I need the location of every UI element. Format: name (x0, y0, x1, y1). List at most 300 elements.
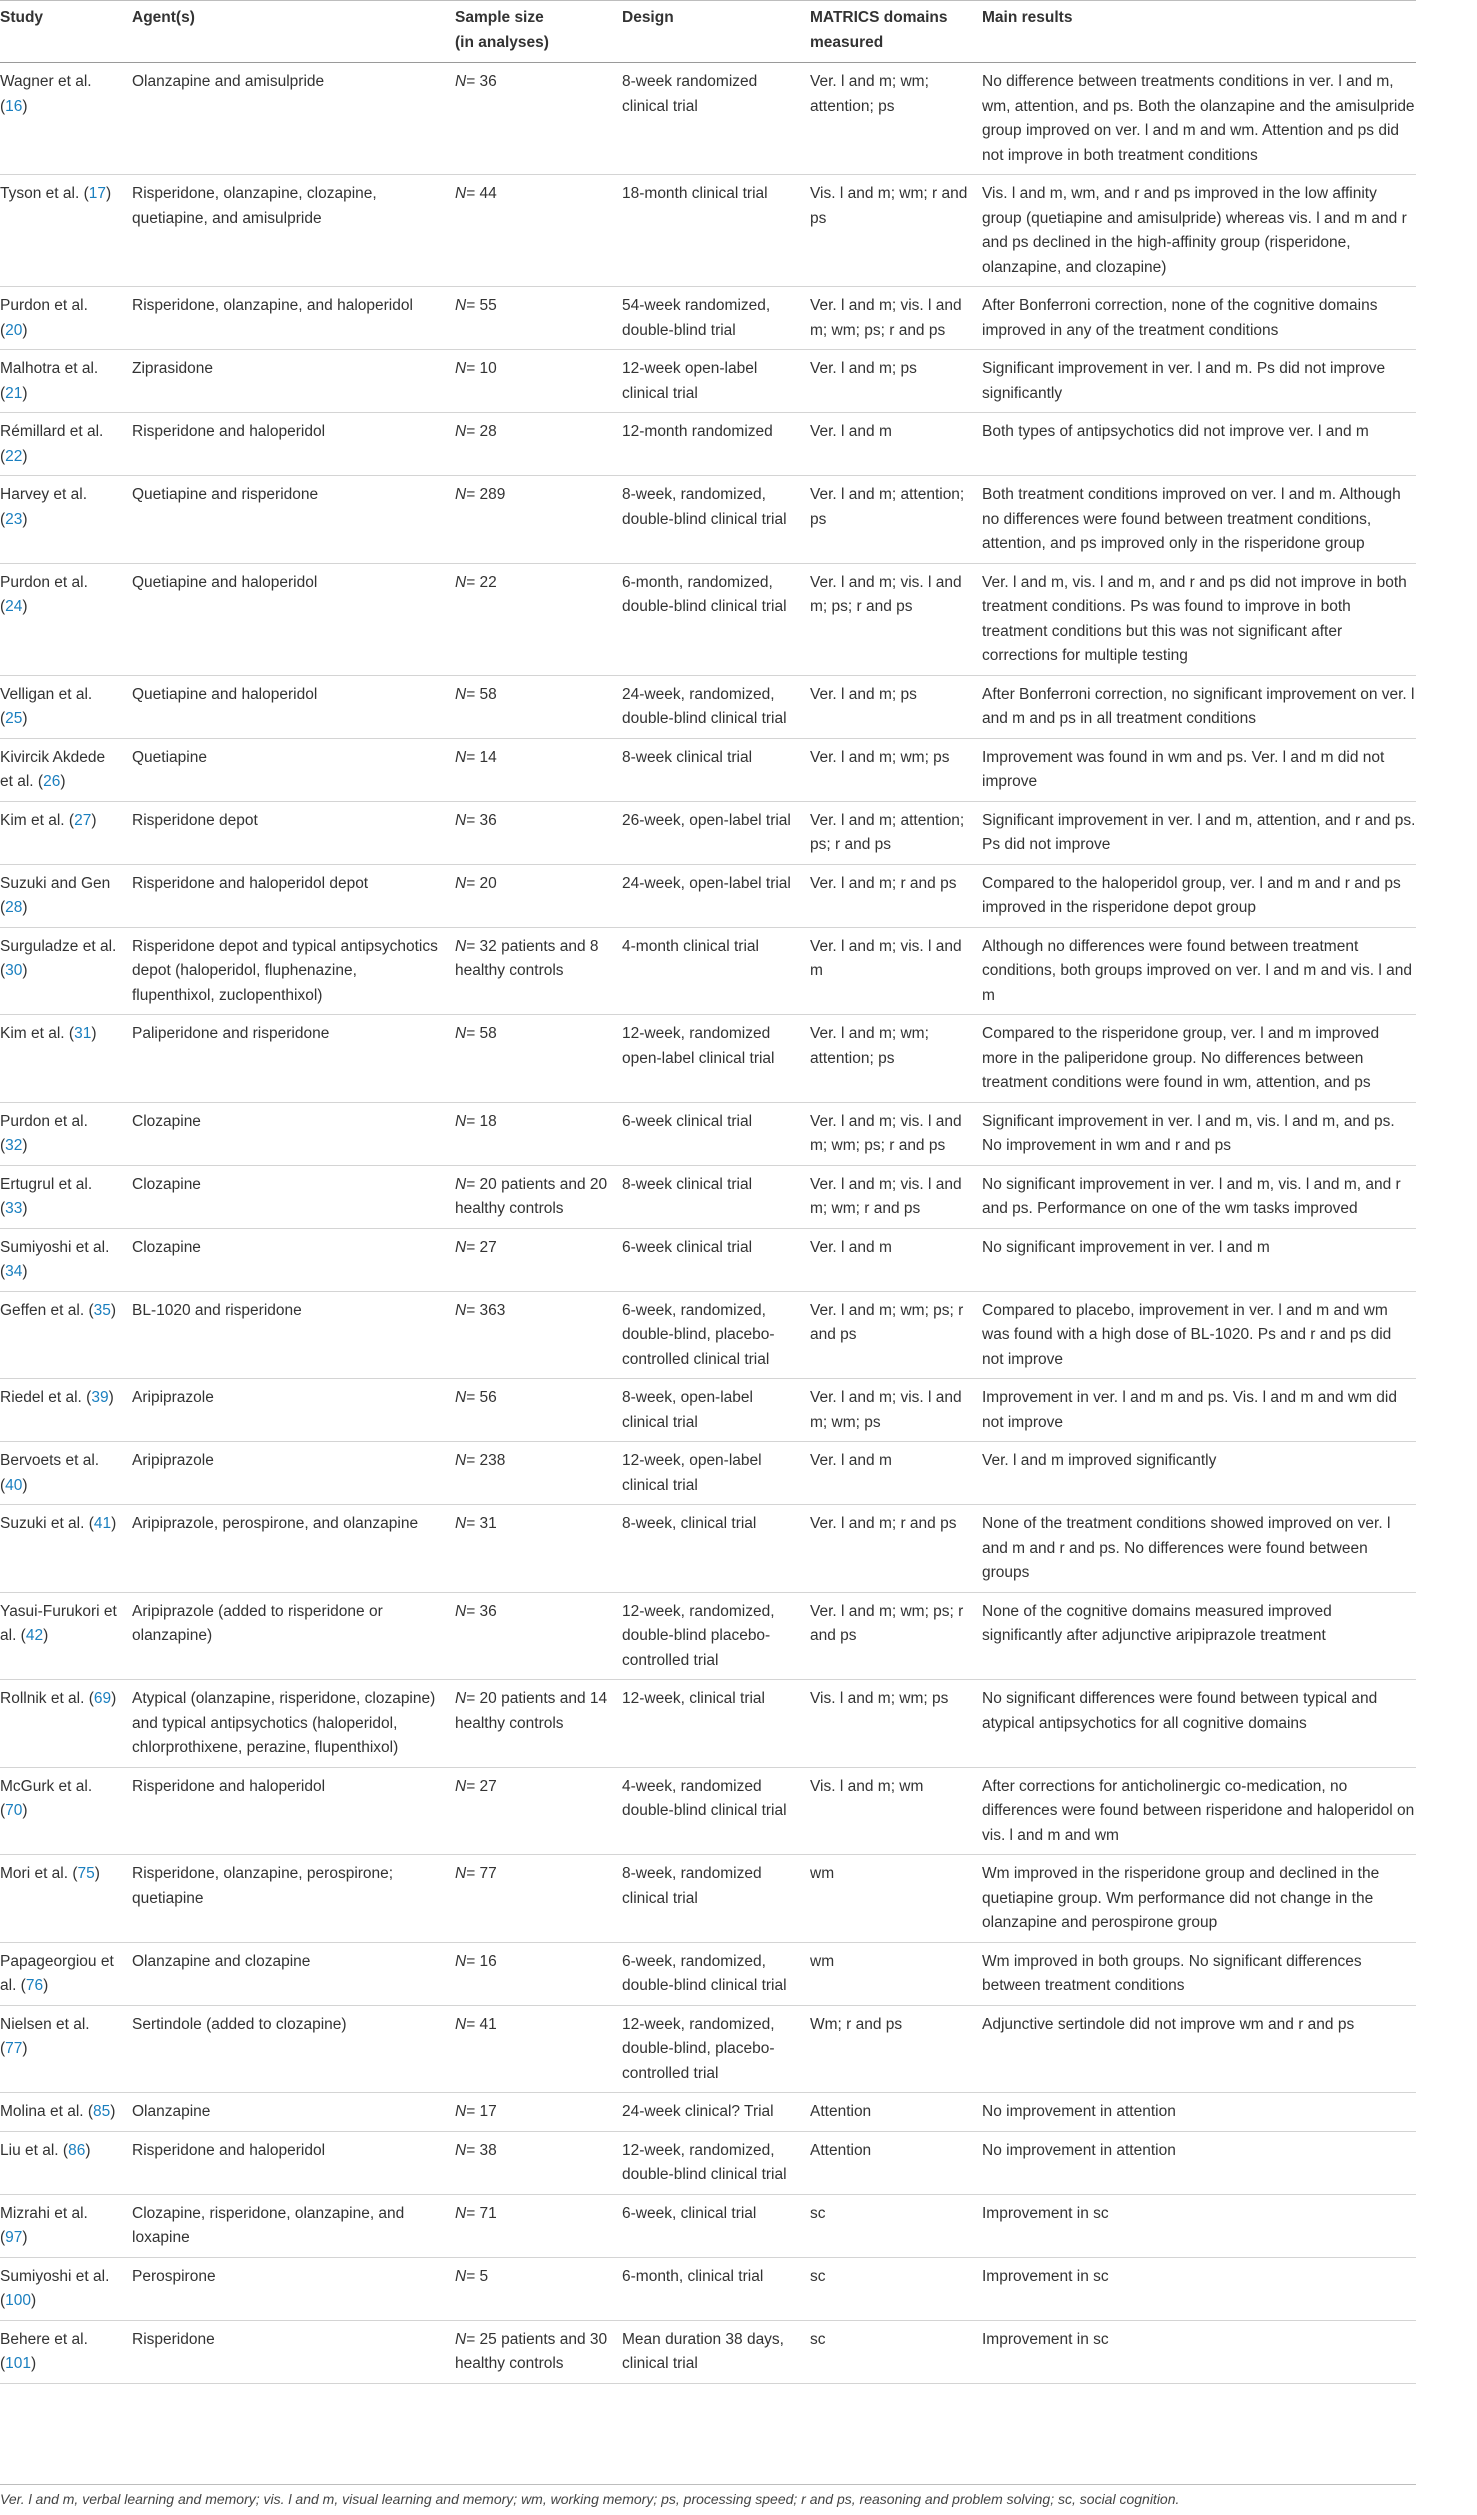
table-row (0, 287, 1416, 350)
sample-size-cell (455, 1102, 622, 1165)
design-cell: 8-week, open-label clinical trial (622, 1379, 810, 1442)
sample-size-value: = 31 (466, 1515, 497, 1532)
study-cell: Mizrahi et al. (97) (0, 2194, 132, 2257)
reference-link[interactable]: 100 (5, 2292, 32, 2309)
design-cell: 6-month, clinical trial (622, 2257, 810, 2320)
results-cell: None of the cognitive domains measured improved significantly after adjunctive aripiprazole treatment (982, 1592, 1416, 1680)
table-row (0, 2131, 1416, 2194)
reference-link[interactable]: 25 (5, 710, 23, 727)
reference-link[interactable]: 41 (93, 1515, 112, 1532)
reference-link[interactable]: 27 (74, 811, 92, 829)
sample-size-cell (455, 675, 622, 738)
agents-cell: Quetiapine and risperidone (132, 476, 455, 564)
study-name: Velligan et al. (0, 685, 93, 703)
design-cell: 8-week randomized clinical trial (622, 63, 810, 175)
design-cell: Mean duration 38 days, clinical trial (622, 2320, 810, 2383)
domains-cell: Ver. l and m; wm; attention; ps (810, 63, 982, 175)
design-cell: 24-week, open-label trial (622, 864, 810, 927)
sample-size-symbol: N (455, 874, 467, 892)
results-cell: Both types of antipsychotics did not improve ver. l and m (982, 413, 1416, 476)
domains-cell: Ver. l and m (810, 1228, 982, 1291)
study-cell: Geffen et al. (35) (0, 1291, 132, 1379)
table-row (0, 2257, 1416, 2320)
study-name: Harvey et al. (0, 486, 88, 503)
study-name: Kim et al. (0, 811, 65, 829)
domains-cell: Ver. l and m; wm; ps; r and ps (810, 1291, 982, 1379)
reference-link[interactable]: 28 (5, 899, 23, 916)
results-cell: Ver. l and m improved significantly (982, 1442, 1416, 1505)
domains-cell: Ver. l and m; vis. l and m; ps; r and ps (810, 563, 982, 675)
study-cell: Sumiyoshi et al. (100) (0, 2257, 132, 2320)
table-row (0, 1767, 1416, 1855)
sample-size-cell (455, 1505, 622, 1593)
reference-link[interactable]: 26 (43, 773, 61, 790)
study-name: Molina et al. (0, 2103, 84, 2120)
sample-size-value: = 44 (466, 185, 497, 202)
domains-cell: Ver. l and m; attention; ps; r and ps (810, 801, 982, 864)
study-cell: Ertugrul et al. (33) (0, 1165, 132, 1228)
study-name: Tyson et al. (0, 185, 80, 202)
domains-cell: Ver. l and m; wm; attention; ps (810, 1015, 982, 1103)
results-cell: Vis. l and m, wm, and r and ps improved in the low affinity group (quetiapine and amisulpride) whereas vis. l and m and r and ps declined in the high-affinity group (risperidone, olanzapine, and clozapine) (982, 175, 1416, 287)
study-name: McGurk et al. (0, 1777, 93, 1795)
reference-link[interactable]: 17 (88, 185, 106, 202)
study-cell: Sumiyoshi et al. (34) (0, 1228, 132, 1291)
sample-size-value: = 14 (466, 748, 497, 766)
table-row (0, 1680, 1416, 1768)
table-row (0, 927, 1416, 1015)
agents-cell: Clozapine, risperidone, olanzapine, and loxapine (132, 2194, 455, 2257)
results-cell: Improvement was found in wm and ps. Ver. l and m did not improve (982, 738, 1416, 801)
table-row (0, 675, 1416, 738)
header-sample-size-line1: Sample size (455, 9, 544, 26)
results-cell: Improvement in ver. l and m and ps. Vis. l and m and wm did not improve (982, 1379, 1416, 1442)
agents-cell: Clozapine (132, 1228, 455, 1291)
sample-size-symbol: N (455, 2103, 467, 2120)
domains-cell: sc (810, 2257, 982, 2320)
results-cell: Both treatment conditions improved on ver. l and m. Although no differences were found between treatment conditions, attention, and ps improved only in the risperidone group (982, 476, 1416, 564)
results-cell: Although no differences were found between treatment conditions, both groups improved on ver. l and m and vis. l and m (982, 927, 1416, 1015)
sample-size-value: = 77 (466, 1865, 497, 1882)
domains-cell: Vis. l and m; wm; r and ps (810, 175, 982, 287)
sample-size-symbol: N (455, 1865, 467, 1882)
domains-cell: Ver. l and m; vis. l and m; wm; ps; r and ps (810, 287, 982, 350)
domains-cell: Ver. l and m; r and ps (810, 864, 982, 927)
sample-size-cell (455, 1015, 622, 1103)
sample-size-cell (455, 1592, 622, 1680)
study-name: Suzuki and Gen (0, 874, 111, 892)
study-name: Liu et al. (0, 2141, 59, 2159)
domains-cell: Attention (810, 2131, 982, 2194)
reference-link[interactable]: 76 (25, 1977, 44, 1994)
reference-link[interactable]: 31 (74, 1025, 92, 1042)
study-cell: Rémillard et al. (22) (0, 413, 132, 476)
study-name: Bervoets et al. (0, 1452, 100, 1469)
sample-size-cell (455, 1680, 622, 1768)
results-cell: No difference between treatments conditions in ver. l and m, wm, attention, and ps. Both the olanzapine and the amisulpride group improved on ver. l and m and wm. Attention and ps did not improve in both treatment conditions (982, 63, 1416, 175)
study-name: Riedel et al. (0, 1389, 82, 1406)
study-name: Kim et al. (0, 1025, 65, 1042)
sample-size-value: = 71 (466, 2204, 497, 2222)
reference-link[interactable]: 39 (91, 1389, 109, 1406)
sample-size-value: = 20 (466, 874, 497, 892)
sample-size-value: = 27 (466, 1238, 497, 1256)
study-name: Kivircik Akdede et al. (0, 748, 106, 790)
results-cell: Ver. l and m, vis. l and m, and r and ps did not improve in both treatment conditions. Ps was found to improve in both treatment conditions but this was not significant after corrections for multiple testing (982, 563, 1416, 675)
table-row (0, 1379, 1416, 1442)
sample-size-symbol: N (455, 1777, 467, 1795)
sample-size-cell (455, 1228, 622, 1291)
results-cell: Compared to the risperidone group, ver. l and m improved more in the paliperidone group. No differences between treatment conditions were found in wm, attention, and ps (982, 1015, 1416, 1103)
sample-size-cell (455, 2093, 622, 2132)
results-cell: No significant improvement in ver. l and m (982, 1228, 1416, 1291)
agents-cell: Quetiapine and haloperidol (132, 675, 455, 738)
table-row (0, 2320, 1416, 2383)
sample-size-cell (455, 1855, 622, 1943)
agents-cell: Clozapine (132, 1102, 455, 1165)
sample-size-cell (455, 864, 622, 927)
agents-cell: Risperidone, olanzapine, and haloperidol (132, 287, 455, 350)
reference-link[interactable]: 20 (5, 321, 23, 339)
results-cell: Compared to the haloperidol group, ver. l and m and r and ps improved in the risperidone depot group (982, 864, 1416, 927)
sample-size-value: = 363 (466, 1301, 506, 1319)
agents-cell: Risperidone (132, 2320, 455, 2383)
sample-size-cell (455, 413, 622, 476)
domains-cell: Ver. l and m; vis. l and m; wm; ps; r and ps (810, 1102, 982, 1165)
domains-cell: Wm; r and ps (810, 2005, 982, 2093)
sample-size-cell (455, 350, 622, 413)
results-cell: Compared to placebo, improvement in ver. l and m and wm was found with a high dose of BL-1020. Ps and r and ps did not improve (982, 1291, 1416, 1379)
results-cell: Wm improved in the risperidone group and declined in the quetiapine group. Wm performance did not change in the olanzapine and perospirone group (982, 1855, 1416, 1943)
design-cell: 12-week, randomized, double-blind clinical trial (622, 2131, 810, 2194)
sample-size-value: = 16 (466, 1952, 497, 1970)
header-results: Main results (982, 1, 1416, 63)
study-name: Sumiyoshi et al. (0, 1238, 110, 1256)
study-name: Surguladze et al. (0, 937, 117, 955)
results-cell: Significant improvement in ver. l and m, vis. l and m, and ps. No improvement in wm and r and ps (982, 1102, 1416, 1165)
domains-cell: Ver. l and m; ps (810, 350, 982, 413)
table-footnote: Ver. l and m, verbal learning and memory; vis. l and m, visual learning and memory; wm, working memory; ps, processing speed; r and ps, reasoning and problem solving; sc, social cognition. (0, 2484, 1416, 2509)
sample-size-symbol: N (455, 2267, 467, 2285)
results-cell: No improvement in attention (982, 2093, 1416, 2132)
header-domains-line2: measured (810, 33, 884, 51)
design-cell: 12-week open-label clinical trial (622, 350, 810, 413)
design-cell: 4-month clinical trial (622, 927, 810, 1015)
agents-cell: Olanzapine and clozapine (132, 1942, 455, 2005)
study-name: Purdon et al. (0, 573, 88, 591)
design-cell: 6-week clinical trial (622, 1102, 810, 1165)
sample-size-value: = 32 patients and 8 healthy controls (455, 937, 599, 979)
header-domains-line1: MATRICS domains (810, 9, 948, 26)
study-name: Ertugrul et al. (0, 1175, 93, 1193)
domains-cell: sc (810, 2320, 982, 2383)
reference-link[interactable]: 97 (5, 2229, 23, 2246)
results-cell: After Bonferroni correction, no significant improvement on ver. l and m and ps in all treatment conditions (982, 675, 1416, 738)
sample-size-value: = 36 (466, 73, 497, 90)
sample-size-symbol: N (455, 423, 467, 440)
reference-link[interactable]: 22 (5, 447, 23, 465)
agents-cell: Risperidone and haloperidol (132, 1767, 455, 1855)
design-cell: 8-week, clinical trial (622, 1505, 810, 1593)
domains-cell: Vis. l and m; wm (810, 1767, 982, 1855)
reference-link[interactable]: 32 (5, 1137, 23, 1154)
sample-size-value: = 5 (466, 2267, 489, 2285)
design-cell: 24-week clinical? Trial (622, 2093, 810, 2132)
table-row (0, 1102, 1416, 1165)
table-row (0, 563, 1416, 675)
reference-link[interactable]: 21 (5, 384, 23, 402)
table-row (0, 476, 1416, 564)
agents-cell: Risperidone depot and typical antipsychotics depot (haloperidol, fluphenazine, flupenthixol, zuclopenthixol) (132, 927, 455, 1015)
domains-cell: Attention (810, 2093, 982, 2132)
design-cell: 18-month clinical trial (622, 175, 810, 287)
sample-size-symbol: N (455, 2141, 467, 2159)
agents-cell: Aripiprazole, perospirone, and olanzapine (132, 1505, 455, 1593)
sample-size-symbol: N (455, 1602, 467, 1620)
sample-size-cell (455, 1442, 622, 1505)
sample-size-value: = 36 (466, 811, 497, 829)
reference-link[interactable]: 34 (5, 1263, 23, 1280)
domains-cell: Ver. l and m; wm; ps; r and ps (810, 1592, 982, 1680)
study-cell: Papageorgiou et al. (76) (0, 1942, 132, 2005)
study-cell: Wagner et al. (16) (0, 63, 132, 175)
sample-size-value: = 10 (466, 360, 497, 377)
reference-link[interactable]: 86 (68, 2141, 86, 2159)
study-name: Wagner et al. (0, 73, 92, 90)
table-row (0, 801, 1416, 864)
sample-size-symbol: N (455, 486, 467, 503)
results-cell: After corrections for anticholinergic co-medication, no differences were found between risperidone and haloperidol on vis. l and m and wm (982, 1767, 1416, 1855)
sample-size-symbol: N (455, 937, 467, 955)
reference-link[interactable]: 40 (5, 1476, 23, 1494)
sample-size-symbol: N (455, 1025, 467, 1042)
study-name: Behere et al. (0, 2330, 88, 2348)
sample-size-symbol: N (455, 185, 467, 202)
design-cell: 12-week, open-label clinical trial (622, 1442, 810, 1505)
domains-cell: sc (810, 2194, 982, 2257)
sample-size-symbol: N (455, 2015, 467, 2033)
sample-size-value: = 36 (466, 1602, 497, 1620)
sample-size-value: = 27 (466, 1777, 497, 1795)
study-cell: Purdon et al. (24) (0, 563, 132, 675)
table-row (0, 63, 1416, 175)
design-cell: 12-week, randomized, double-blind placebo-controlled trial (622, 1592, 810, 1680)
design-cell: 6-week, randomized, double-blind clinical trial (622, 1942, 810, 2005)
study-cell: Riedel et al. (39) (0, 1379, 132, 1442)
sample-size-value: = 58 (466, 685, 497, 703)
design-cell: 26-week, open-label trial (622, 801, 810, 864)
study-cell: Harvey et al. (23) (0, 476, 132, 564)
header-design: Design (622, 1, 810, 63)
sample-size-symbol: N (455, 1690, 467, 1707)
sample-size-cell (455, 1379, 622, 1442)
study-name: Mori et al. (0, 1865, 69, 1882)
design-cell: 8-week, randomized clinical trial (622, 1855, 810, 1943)
study-name: Geffen et al. (0, 1301, 85, 1319)
design-cell: 54-week randomized, double-blind trial (622, 287, 810, 350)
sample-size-cell (455, 1767, 622, 1855)
results-cell: Wm improved in both groups. No significant differences between treatment conditions (982, 1942, 1416, 2005)
design-cell: 6-week clinical trial (622, 1228, 810, 1291)
reference-link[interactable]: 33 (5, 1200, 23, 1217)
domains-cell: Ver. l and m; attention; ps (810, 476, 982, 564)
header-domains (810, 1, 982, 63)
reference-link[interactable]: 24 (5, 598, 23, 615)
study-name: Purdon et al. (0, 1112, 88, 1130)
agents-cell: Aripiprazole (added to risperidone or olanzapine) (132, 1592, 455, 1680)
study-cell: Liu et al. (86) (0, 2131, 132, 2194)
sample-size-cell (455, 2194, 622, 2257)
sample-size-value: = 28 (466, 423, 497, 440)
sample-size-symbol: N (455, 1389, 467, 1406)
agents-cell: Risperidone, olanzapine, perospirone; quetiapine (132, 1855, 455, 1943)
design-cell: 4-week, randomized double-blind clinical trial (622, 1767, 810, 1855)
design-cell: 12-week, clinical trial (622, 1680, 810, 1768)
results-cell: After Bonferroni correction, none of the cognitive domains improved in any of the treatment conditions (982, 287, 1416, 350)
domains-cell: Ver. l and m; r and ps (810, 1505, 982, 1593)
domains-cell: Ver. l and m; vis. l and m (810, 927, 982, 1015)
study-cell: Tyson et al. (17) (0, 175, 132, 287)
study-name: Rollnik et al. (0, 1690, 85, 1707)
reference-link[interactable]: 77 (5, 2040, 23, 2057)
agents-cell: BL-1020 and risperidone (132, 1291, 455, 1379)
study-name: Sumiyoshi et al. (0, 2267, 110, 2285)
study-cell: Yasui-Furukori et al. (42) (0, 1592, 132, 1680)
sample-size-cell (455, 2131, 622, 2194)
study-cell: Kim et al. (31) (0, 1015, 132, 1103)
domains-cell: Ver. l and m; vis. l and m; wm; r and ps (810, 1165, 982, 1228)
results-cell: Significant improvement in ver. l and m. Ps did not improve significantly (982, 350, 1416, 413)
design-cell: 8-week clinical trial (622, 1165, 810, 1228)
table-body (0, 63, 1416, 2384)
sample-size-symbol: N (455, 1952, 467, 1970)
sample-size-value: = 18 (466, 1112, 497, 1130)
sample-size-value: = 25 patients and 30 healthy controls (455, 2330, 608, 2372)
sample-size-symbol: N (455, 748, 467, 766)
results-cell: No significant improvement in ver. l and m, vis. l and m, and r and ps. Performance on one of the wm tasks improved (982, 1165, 1416, 1228)
study-cell: Surguladze et al. (30) (0, 927, 132, 1015)
design-cell: 6-week, clinical trial (622, 2194, 810, 2257)
agents-cell: Risperidone and haloperidol (132, 413, 455, 476)
sample-size-symbol: N (455, 360, 467, 377)
sample-size-symbol: N (455, 1301, 467, 1319)
reference-link[interactable]: 70 (5, 1802, 23, 1819)
table-row (0, 413, 1416, 476)
domains-cell: wm (810, 1855, 982, 1943)
sample-size-cell (455, 2005, 622, 2093)
domains-cell: Ver. l and m; vis. l and m; wm; ps (810, 1379, 982, 1442)
study-name: Yasui-Furukori et al. (0, 1602, 117, 1644)
sample-size-cell (455, 175, 622, 287)
table-row (0, 2005, 1416, 2093)
domains-cell: Ver. l and m; wm; ps (810, 738, 982, 801)
design-cell: 8-week, randomized, double-blind clinical trial (622, 476, 810, 564)
sample-size-cell (455, 563, 622, 675)
sample-size-value: = 58 (466, 1025, 497, 1042)
reference-link[interactable]: 30 (5, 962, 23, 979)
table-row (0, 1505, 1416, 1593)
reference-link[interactable]: 85 (93, 2103, 111, 2120)
table-row (0, 1291, 1416, 1379)
study-cell: Nielsen et al. (77) (0, 2005, 132, 2093)
sample-size-cell (455, 801, 622, 864)
sample-size-value: = 41 (466, 2015, 497, 2033)
design-cell: 12-week, randomized open-label clinical trial (622, 1015, 810, 1103)
table-header (0, 1, 1416, 63)
sample-size-value: = 20 patients and 14 healthy controls (455, 1690, 608, 1732)
reference-link[interactable]: 42 (25, 1627, 44, 1644)
agents-cell: Risperidone and haloperidol depot (132, 864, 455, 927)
sample-size-cell (455, 2257, 622, 2320)
sample-size-symbol: N (455, 1452, 467, 1469)
sample-size-value: = 55 (466, 297, 497, 314)
reference-link[interactable]: 75 (77, 1865, 95, 1882)
design-cell: 12-week, randomized, double-blind, placebo-controlled trial (622, 2005, 810, 2093)
table-row (0, 1592, 1416, 1680)
reference-link[interactable]: 69 (93, 1690, 112, 1707)
study-cell: Malhotra et al. (21) (0, 350, 132, 413)
sample-size-symbol: N (455, 73, 467, 90)
sample-size-value: = 56 (466, 1389, 497, 1406)
study-cell: Bervoets et al. (40) (0, 1442, 132, 1505)
study-name: Papageorgiou et al. (0, 1952, 114, 1994)
study-cell: Purdon et al. (32) (0, 1102, 132, 1165)
study-cell: Kivircik Akdede et al. (26) (0, 738, 132, 801)
results-cell: Adjunctive sertindole did not improve wm and r and ps (982, 2005, 1416, 2093)
header-sample-size (455, 1, 622, 63)
agents-cell: Quetiapine and haloperidol (132, 563, 455, 675)
sample-size-value: = 238 (466, 1452, 506, 1469)
sample-size-symbol: N (455, 1515, 467, 1532)
sample-size-value: = 22 (466, 573, 497, 591)
table-row (0, 2194, 1416, 2257)
sample-size-cell (455, 1165, 622, 1228)
design-cell: 6-month, randomized, double-blind clinical trial (622, 563, 810, 675)
sample-size-cell (455, 2320, 622, 2383)
table-row (0, 175, 1416, 287)
agents-cell: Risperidone depot (132, 801, 455, 864)
table-row (0, 1942, 1416, 2005)
table-row (0, 1015, 1416, 1103)
domains-cell: Ver. l and m (810, 413, 982, 476)
reference-link[interactable]: 16 (5, 97, 23, 115)
sample-size-cell (455, 1291, 622, 1379)
sample-size-symbol: N (455, 685, 467, 703)
study-cell: Suzuki and Gen (28) (0, 864, 132, 927)
table-row (0, 738, 1416, 801)
study-name: Suzuki et al. (0, 1515, 85, 1532)
study-cell: Mori et al. (75) (0, 1855, 132, 1943)
table-row (0, 2093, 1416, 2132)
header-study: Study (0, 1, 132, 63)
sample-size-cell (455, 738, 622, 801)
sample-size-cell (455, 287, 622, 350)
results-cell: No significant differences were found between typical and atypical antipsychotics for all cognitive domains (982, 1680, 1416, 1768)
reference-link[interactable]: 35 (93, 1301, 111, 1319)
study-name: Rémillard et al. (0, 423, 104, 440)
agents-cell: Risperidone and haloperidol (132, 2131, 455, 2194)
results-cell: Improvement in sc (982, 2257, 1416, 2320)
study-cell: Purdon et al. (20) (0, 287, 132, 350)
reference-link[interactable]: 23 (5, 510, 23, 528)
study-cell: Rollnik et al. (69) (0, 1680, 132, 1768)
study-cell: Molina et al. (85) (0, 2093, 132, 2132)
reference-link[interactable]: 101 (5, 2355, 32, 2372)
study-name: Malhotra et al. (0, 360, 99, 377)
agents-cell: Atypical (olanzapine, risperidone, clozapine) and typical antipsychotics (haloperidol, chlorprothixene, perazine, flupenthixol) (132, 1680, 455, 1768)
agents-cell: Olanzapine (132, 2093, 455, 2132)
study-name: Mizrahi et al. (0, 2204, 88, 2222)
